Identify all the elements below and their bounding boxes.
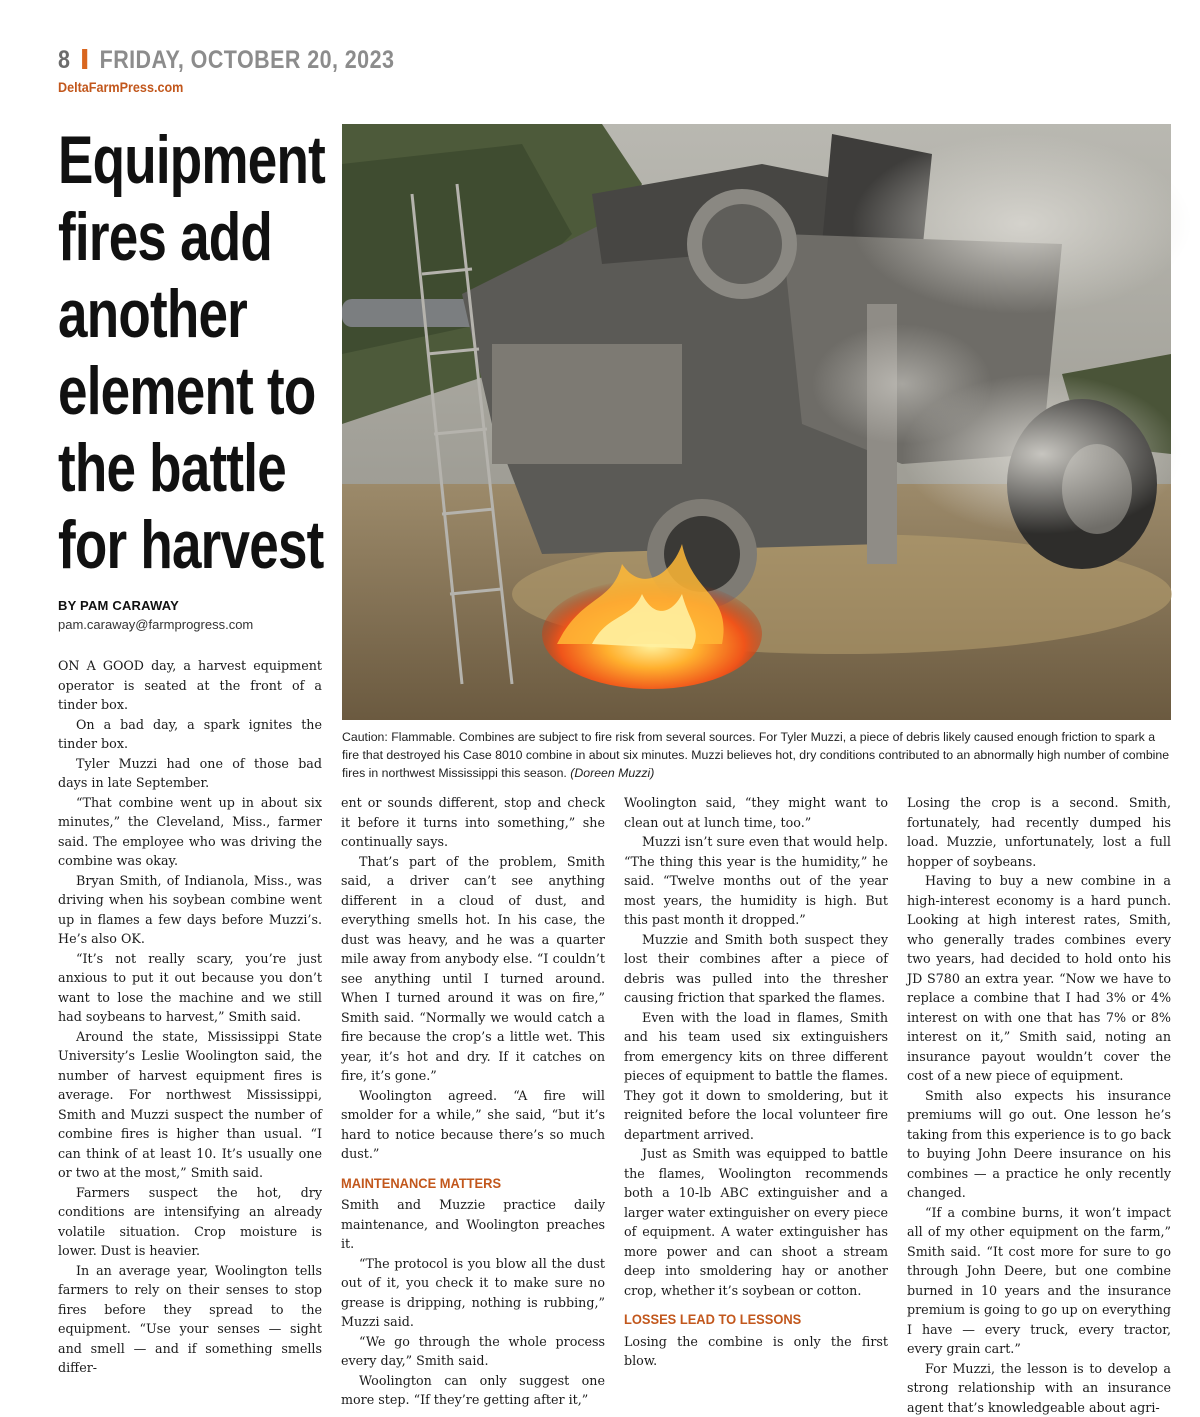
article-paragraph: Woolington agreed. “A fire will smolder for a while,” she said, “but it’s hard to notice because there’s so much dust.” — [341, 1086, 605, 1164]
byline — [58, 598, 253, 632]
article-paragraph: “The protocol is you blow all the dust out of it, you check it to make sure no grease is dripping, nothing is rubbing,” Muzzi said. — [341, 1254, 605, 1332]
date-line — [58, 46, 394, 75]
headline-line: for harvest — [58, 507, 292, 584]
article-paragraph: ent or sounds different, stop and check it before it turns into something,” she continually says. — [341, 793, 605, 852]
article-column-2 — [341, 793, 605, 1366]
masthead — [58, 46, 449, 95]
article-paragraph: Losing the combine is only the first blow. — [624, 1332, 888, 1371]
article-column-3 — [624, 793, 888, 1366]
article-paragraph: On a bad day, a spark ignites the tinder box. — [58, 715, 322, 754]
photo-credit: (Doreen Muzzi) — [570, 766, 654, 780]
article-paragraph: Losing the crop is a second. Smith, fortunately, had recently dumped his load. Muzzie, unfortunately, lost a full hopper of soybeans. — [907, 793, 1171, 871]
site-link[interactable]: DeltaFarmPress.com — [58, 79, 410, 95]
article-paragraph: Just as Smith was equipped to battle the flames, Woolington recommends both a 10-lb ABC extinguisher and a larger water extinguisher on every piece of equipment. A water extinguisher has more power and can shoot a stream deep into smoldering hay or another crop, whether it’s soybean or cotton. — [624, 1144, 888, 1300]
article-paragraph: Tyler Muzzi had one of those bad days in late September. — [58, 754, 322, 793]
article-paragraph: “If a combine burns, it won’t impact all of my other equipment on the farm,” Smith said. “It cost more for sure to go through John Deere, but one combine burned in 10 years and the insurance premium is going to go up on everything I have — every truck, every tractor, every grain cart.” — [907, 1203, 1171, 1359]
headline — [58, 122, 292, 584]
combine-fire-illustration — [342, 124, 1171, 720]
article-paragraph: ON A GOOD day, a harvest equipment operator is seated at the front of a tinder box. — [58, 656, 322, 715]
burning-combine-photo — [342, 124, 1171, 720]
article-paragraph: Even with the load in flames, Smith and his team used six extinguishers from emergency kits on three different pieces of equipment to battle the flames. They got it down to smoldering, but it reignited before the local volunteer fire department arrived. — [624, 1008, 888, 1145]
article-paragraph: Woolington said, “they might want to clean out at lunch time, too.” — [624, 793, 888, 832]
divider-bar — [82, 49, 87, 69]
article-paragraph: Muzzi isn’t sure even that would help. “The thing this year is the humidity,” he said. “Twelve months out of the year most years, the humidity is high. But this past month it dropped.” — [624, 832, 888, 930]
headline-line: the battle — [58, 430, 292, 507]
article-paragraph: “That combine went up in about six minutes,” the Cleveland, Miss., farmer said. The employee who was driving the combine was okay. — [58, 793, 322, 871]
page-number: 8 — [58, 46, 70, 74]
headline-line: element to — [58, 353, 292, 430]
issue-date: FRIDAY, OCTOBER 20, 2023 — [100, 46, 395, 74]
subhead-maintenance: MAINTENANCE MATTERS — [341, 1174, 584, 1194]
article-column-1 — [58, 656, 322, 1366]
article-paragraph: Smith and Muzzie practice daily maintenance, and Woolington preaches it. — [341, 1195, 605, 1254]
headline-line: another — [58, 276, 292, 353]
subhead-losses: LOSSES LEAD TO LESSONS — [624, 1310, 867, 1330]
article-paragraph: “It’s not really scary, you’re just anxious to put it out because you don’t want to lose the machine and we still had soybeans to harvest,” Smith said. — [58, 949, 322, 1027]
author-name: BY PAM CARAWAY — [58, 598, 253, 613]
article-paragraph: That’s part of the problem, Smith said, a driver can’t see anything different in a cloud of dust, and everything smells hot. In his case, the dust was heavy, and he was a quarter mile away from anybody else. “I couldn’t see anything until I turned around. When I turned around it was on fire,” Smith said. “Normally we would catch a fire because the crop’s a little wet. This year, it’s hot and dry. If it catches on fire, it’s gone.” — [341, 852, 605, 1086]
article-paragraph: Woolington can only suggest one more step. “If they’re getting after it,” — [341, 1371, 605, 1410]
article-paragraph: For Muzzi, the lesson is to develop a strong relationship with an insurance agent that’s knowledgeable about agri- — [907, 1359, 1171, 1417]
author-email[interactable]: pam.caraway@farmprogress.com — [58, 617, 253, 632]
article-paragraph: “We go through the whole process every day,” Smith said. — [341, 1332, 605, 1371]
article-paragraph: Farmers suspect the hot, dry conditions are intensifying an already volatile situation. Crop moisture is lower. Dust is heavier. — [58, 1183, 322, 1261]
article-paragraph: Around the state, Mississippi State University’s Leslie Woolington said, the number of harvest equipment fires is average. For northwest Mississippi, Smith and Muzzi suspect the number of combine fires is higher than usual. “I can think of at least 10. It’s usually one or two at the most,” Smith said. — [58, 1027, 322, 1183]
article-paragraph: Having to buy a new combine in a high-interest economy is a hard punch. Looking at high interest rates, Smith, who generally trades combines every two years, had decided to hold onto his JD S780 an extra year. “Now we have to replace a combine that I had 3% or 4% interest on with one that has 7% or 8% interest on it,” Smith said, noting an insurance payout wouldn’t cover the cost of a new piece of equipment. — [907, 871, 1171, 1086]
article-paragraph: Smith also expects his insurance premiums will go out. One lesson he’s taking from this experience is to go back to buying John Deere insurance on his combines — a practice he only recently changed. — [907, 1086, 1171, 1203]
caption-text: Caution: Flammable. Combines are subject to fire risk from several sources. For Tyler Muzzi, a piece of debris likely caused enough friction to spark a fire that destroyed his Case 8010 combine in about six minutes. Muzzi believes hot, dry conditions contributed to an abnormally high number of combine fires in northwest Mississippi this season. — [342, 730, 1169, 780]
article-paragraph: In an average year, Woolington tells farmers to rely on their senses to stop fires before they spread to the equipment. “Use your senses — sight and smell — and if something smells differ- — [58, 1261, 322, 1378]
photo-caption — [342, 728, 1171, 782]
article-paragraph: Bryan Smith, of Indianola, Miss., was driving when his soybean combine went up in flames a few days before Muzzi’s. He’s also OK. — [58, 871, 322, 949]
article-column-4 — [907, 793, 1171, 1366]
article-paragraph: Muzzie and Smith both suspect they lost their combines after a piece of debris was pulled into the thresher causing friction that sparked the flames. — [624, 930, 888, 1008]
headline-line: Equipment — [58, 122, 292, 199]
headline-line: fires add — [58, 199, 292, 276]
